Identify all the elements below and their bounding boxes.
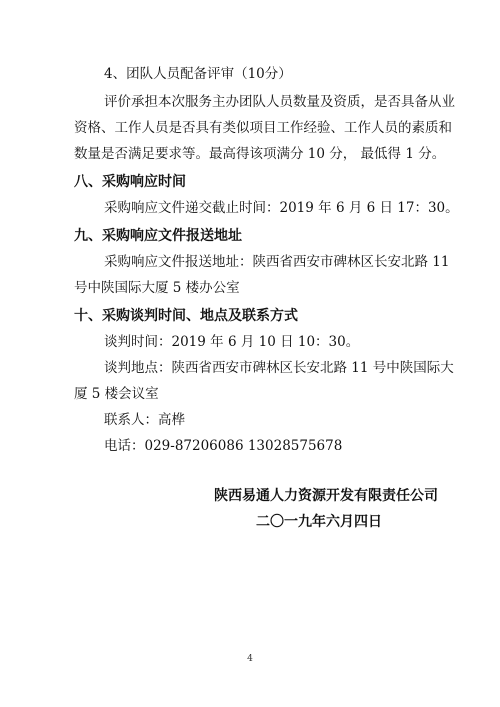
page-number: 4 <box>247 654 253 664</box>
submission-address-line-2: 号中陕国际大厦 5 楼办公室 <box>74 280 240 296</box>
section8-heading: 八、采购响应时间 <box>74 174 186 190</box>
item4-body-line-2: 资格、工作人员是否具有类似项目工作经验、工作人员的素质和 <box>74 120 452 136</box>
item4-body-line-1: 评价承担本次服务主办团队人员数量及资质，是否具备从业 <box>104 94 455 110</box>
section10-heading: 十、采购谈判时间、地点及联系方式 <box>74 308 298 324</box>
response-deadline: 采购响应文件递交截止时间：2019 年 6 月 6 日 17：30。 <box>104 200 459 216</box>
item4-title: 4、团队人员配备评审（10分） <box>104 66 292 82</box>
signature-date: 二〇一九年六月四日 <box>256 514 382 530</box>
section9-heading: 九、采购响应文件报送地址 <box>74 228 242 244</box>
item4-body-line-3: 数量是否满足要求等。最高得该项满分 10 分， 最低得 1 分。 <box>74 146 446 162</box>
negotiation-place-line-1: 谈判地点：陕西省西安市碑林区长安北路 11 号中陕国际大 <box>104 360 454 376</box>
negotiation-time: 谈判时间：2019 年 6 月 10 日 10：30。 <box>104 334 360 350</box>
submission-address-line-1: 采购响应文件报送地址：陕西省西安市碑林区长安北路 11 <box>104 254 450 270</box>
signature-company: 陕西易通人力资源开发有限责任公司 <box>214 488 438 504</box>
contact-phone: 电话：029-87206086 13028575678 <box>104 438 343 454</box>
contact-person: 联系人：高桦 <box>104 412 185 428</box>
negotiation-place-line-2: 厦 5 楼会议室 <box>74 386 159 402</box>
